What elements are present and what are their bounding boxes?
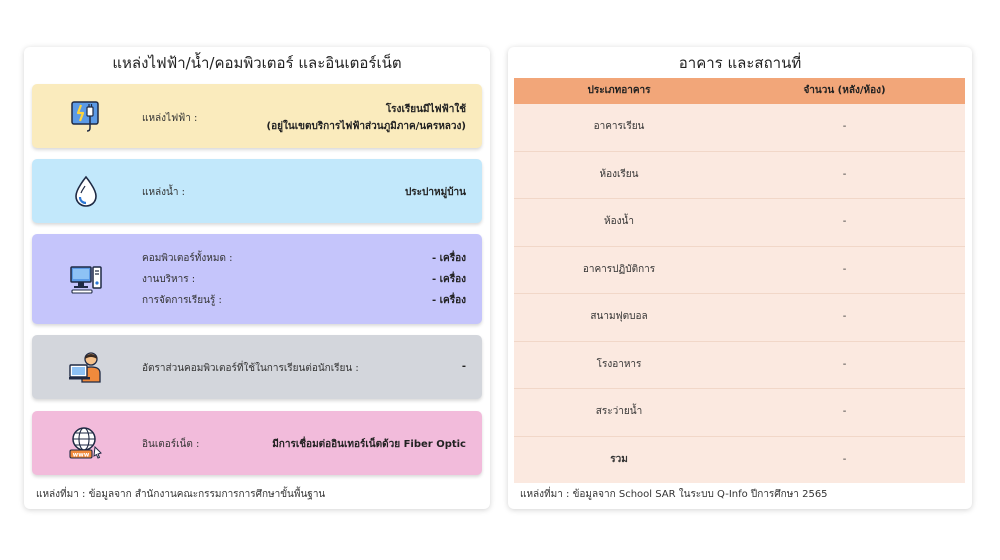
computers-row <box>32 234 482 324</box>
computer-icon <box>68 261 104 297</box>
building-type-cell: สระว่ายน้ำ <box>595 406 643 417</box>
internet-label: อินเตอร์เน็ต : <box>142 439 200 450</box>
building-type-cell: ห้องเรียน <box>599 168 639 180</box>
electricity-label: แหล่งไฟฟ้า : <box>142 113 198 124</box>
water-label: แหล่งน้ำ : <box>142 187 186 198</box>
building-type-cell: อาคารเรียน <box>593 121 645 132</box>
building-type-cell: ห้องน้ำ <box>604 216 634 227</box>
column-header-building-type: ประเภทอาคาร <box>587 85 651 96</box>
computers-total-value: - เครื่อง <box>432 253 466 264</box>
building-count-cell: - <box>842 358 847 370</box>
building-count-cell: - <box>842 406 847 417</box>
table-row <box>514 294 965 342</box>
water-drop-icon <box>68 173 104 209</box>
building-count-cell: - <box>842 263 847 275</box>
total-label-cell: รวม <box>610 453 628 465</box>
building-count-cell: - <box>842 311 847 322</box>
table-row <box>514 104 965 152</box>
table-row-total <box>514 437 965 484</box>
electric-plug-icon <box>68 98 104 134</box>
utilities-title: แหล่งไฟฟ้า/น้ำ/คอมพิวเตอร์ และอินเตอร์เน็ต <box>112 54 402 72</box>
building-type-cell: อาคารปฏิบัติการ <box>582 263 656 275</box>
electricity-value-line1: โรงเรียนมีไฟฟ้าใช้ <box>385 104 466 115</box>
computer-ratio-value: - <box>461 361 466 372</box>
computers-total-label: คอมพิวเตอร์ทั้งหมด : <box>142 253 233 264</box>
column-header-count: จำนวน (หลัง/ห้อง) <box>803 85 886 96</box>
electricity-row <box>32 84 482 148</box>
electricity-value-line2: (อยู่ในเขตบริการไฟฟ้าส่วนภูมิภาค/นครหลวง) <box>266 121 466 132</box>
globe-www-icon <box>68 425 104 461</box>
computers-learning-value: - เครื่อง <box>432 295 466 306</box>
buildings-title: อาคาร และสถานที่ <box>678 54 802 72</box>
table-row <box>514 152 965 200</box>
building-type-cell: สนามฟุตบอล <box>590 311 648 322</box>
table-row <box>514 342 965 390</box>
water-value: ประปาหมู่บ้าน <box>404 187 466 198</box>
computer-ratio-label: อัตราส่วนคอมพิวเตอร์ที่ใช้ในการเรียนต่อนักเรียน : <box>142 363 359 374</box>
utilities-source: แหล่งที่มา : ข้อมูลจาก สำนักงานคณะกรรมการการศึกษาขั้นพื้นฐาน <box>36 489 326 500</box>
computers-admin-label: งานบริหาร : <box>142 274 196 285</box>
student-computer-icon <box>68 349 104 385</box>
svg-text:www: www <box>72 451 90 459</box>
total-count-cell: - <box>842 453 847 465</box>
building-count-cell: - <box>842 216 847 227</box>
internet-value: มีการเชื่อมต่ออินเทอร์เน็ตด้วย Fiber Optic <box>272 439 466 450</box>
buildings-table-body <box>514 104 965 483</box>
table-row <box>514 199 965 247</box>
table-row <box>514 247 965 295</box>
computers-learning-label: การจัดการเรียนรู้ : <box>142 295 222 306</box>
buildings-card <box>508 47 972 509</box>
building-type-cell: โรงอาหาร <box>596 358 642 370</box>
internet-row <box>32 411 482 475</box>
computer-ratio-row <box>32 335 482 399</box>
building-count-cell: - <box>842 168 847 180</box>
buildings-source: แหล่งที่มา : ข้อมูลจาก School SAR ในระบบ Q-Info ปีการศึกษา 2565 <box>520 489 828 500</box>
building-count-cell: - <box>842 121 847 132</box>
table-row <box>514 389 965 437</box>
buildings-table-header <box>514 78 965 104</box>
water-row <box>32 159 482 223</box>
computers-admin-value: - เครื่อง <box>432 274 466 285</box>
utilities-card <box>24 47 490 509</box>
